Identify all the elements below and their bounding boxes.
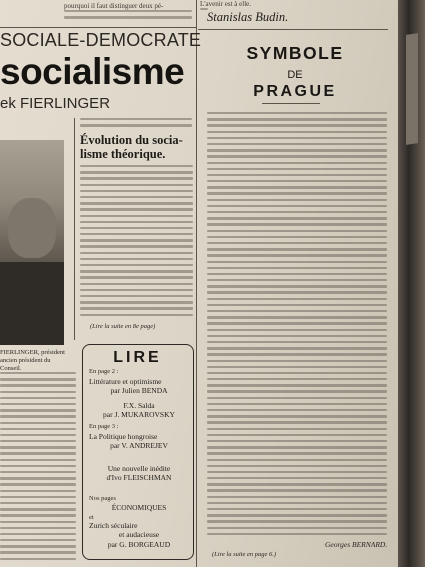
top-right-text-fragment: [200, 8, 208, 12]
top-right-snippet: L'avenir est à elle.: [200, 0, 252, 8]
inner-column-divider: [74, 118, 75, 340]
lower-left-column-text: [0, 372, 76, 562]
binder-edge: [398, 0, 425, 567]
binder-tab: [406, 33, 418, 145]
article-headline: socialisme: [0, 51, 185, 92]
article-byline: ek FIERLINGER: [0, 95, 111, 112]
right-header-rule: [198, 29, 388, 30]
top-left-text-block: [64, 10, 192, 24]
right-article-title: SYMBOLE: [246, 43, 344, 63]
photo-caption-text: ancien président du Conseil.: [0, 357, 51, 372]
right-article-body: [207, 112, 387, 537]
right-article-title-city: PRAGUE: [253, 83, 337, 100]
portrait-suit: [0, 262, 64, 345]
reading-guide-title: LIRE: [113, 349, 162, 366]
right-article-continuation: (Lire la suite en page 6.): [212, 551, 277, 558]
previous-article-author: Stanislas Budin.: [207, 10, 289, 24]
portrait-head: [8, 198, 56, 258]
guide-item: ÉCONOMIQUES: [111, 503, 167, 512]
reading-guide-box: [82, 344, 194, 560]
guide-item: Nos pages: [89, 495, 116, 502]
guide-item: et: [89, 514, 94, 521]
right-article-signature: Georges BERNARD.: [325, 540, 388, 549]
top-left-snippet: pourquoi il faut distinguer deux pé-: [64, 2, 164, 10]
article-body-text: [80, 165, 193, 317]
guide-item: et audacieuse: [118, 530, 160, 539]
guide-item: Zurich séculaire: [89, 521, 138, 530]
guide-item: En page 2 :: [89, 368, 119, 375]
guide-item: par G. BORGEAUD: [107, 540, 171, 549]
intro-text: [80, 118, 192, 132]
article-kicker: SOCIALE-DEMOCRATE: [0, 30, 202, 50]
guide-item: La Politique hongroise: [89, 432, 158, 441]
right-article-title-de: DE: [287, 69, 303, 81]
section-title: Évolution du socia-lisme théorique.: [80, 133, 183, 161]
guide-item: d'Ivo FLEISCHMAN: [106, 473, 172, 482]
guide-item: Une nouvelle inédite: [107, 464, 171, 473]
headline-rule: [0, 27, 196, 28]
guide-item: par Julien BENDA: [110, 386, 168, 395]
guide-item: Littérature et optimisme: [89, 377, 162, 386]
column-divider: [196, 0, 197, 567]
guide-item: En page 3 :: [89, 423, 119, 430]
guide-item: par V. ANDREJEV: [110, 441, 168, 450]
portrait-photo: [0, 140, 64, 345]
article-continuation: (Lire la suite en 8e page): [90, 323, 156, 330]
guide-item: F.X. Salda: [123, 401, 155, 410]
title-underline: [262, 103, 320, 104]
photo-caption-name: FIERLINGER, président: [0, 349, 65, 356]
guide-item: par J. MUKAROVSKY: [103, 410, 175, 419]
